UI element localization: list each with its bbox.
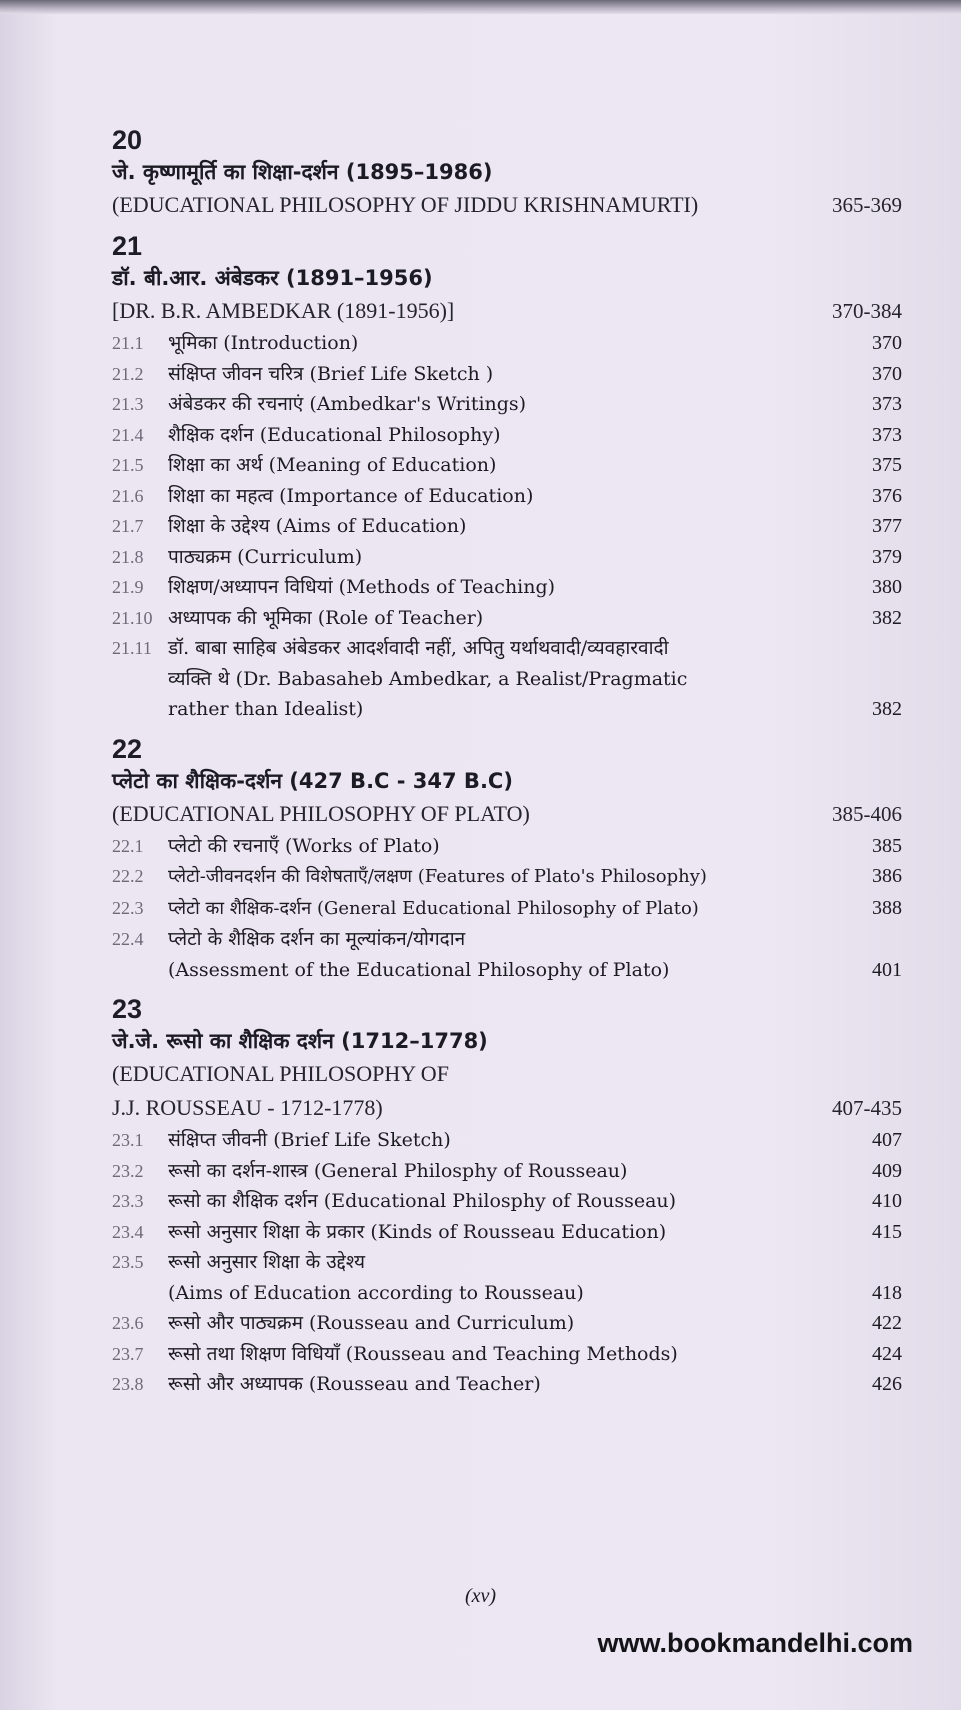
section-number: 21.1: [112, 333, 144, 353]
toc-entry: [112, 1369, 902, 1400]
chapter-number: 20: [112, 125, 143, 155]
toc-entry-continuation: [112, 955, 902, 986]
toc-entry: [112, 359, 902, 390]
chapter-english-title: (EDUCATIONAL PHILOSOPHY OF JIDDU KRISHNAMURTI): [112, 192, 699, 217]
section-page: 415: [872, 1220, 902, 1243]
section-title: रूसो तथा शिक्षण विधियाँ (Rousseau and Teaching Methods): [168, 1342, 678, 1365]
section-number: 21.2: [112, 363, 144, 384]
section-number: 23.5: [112, 1252, 144, 1272]
chapter-hindi-title: जे. कृष्णामूर्ति का शिक्षा-दर्शन (1895–1986): [112, 160, 493, 184]
section-page: 410: [872, 1190, 902, 1212]
section-number: 21.7: [112, 516, 144, 536]
chapter-english-title: (EDUCATIONAL PHILOSOPHY OF PLATO): [112, 800, 530, 826]
toc-entry: [112, 481, 902, 512]
section-title: शिक्षा का महत्व (Importance of Education): [168, 484, 534, 507]
section-title: प्लेटो के शैक्षिक दर्शन का मूल्यांकन/योगदान: [168, 928, 466, 950]
chapter-hindi-title: जे.जे. रूसो का शैक्षिक दर्शन (1712–1778): [112, 1029, 488, 1053]
section-title: प्लेटो की रचनाएँ (Works of Plato): [168, 834, 440, 857]
toc-entry: [112, 1156, 902, 1187]
section-page: 377: [872, 515, 902, 537]
section-title: रूसो का दर्शन-शास्त्र (General Philosphy of Rousseau): [168, 1159, 628, 1182]
section-number: 23.1: [112, 1130, 144, 1150]
section-page: 409: [872, 1159, 902, 1182]
section-title: अंबेडकर की रचनाएं (Ambedkar's Writings): [168, 393, 527, 415]
section-title: शिक्षा का अर्थ (Meaning of Education): [168, 454, 497, 476]
section-title: रूसो का शैक्षिक दर्शन (Educational Philosphy of Rousseau): [168, 1190, 677, 1212]
section-title: रूसो और अध्यापक (Rousseau and Teacher): [168, 1373, 541, 1395]
toc-entry: [112, 1308, 902, 1339]
toc-entry: [112, 542, 902, 573]
section-page: 388: [872, 896, 902, 919]
chapter-page-range: 365-369: [832, 193, 902, 217]
chapter-english-title-row: [112, 797, 902, 831]
section-page: 426: [872, 1373, 902, 1395]
section-page: 376: [872, 484, 902, 507]
chapter-22: [112, 733, 902, 986]
chapter-page-range: 370-384: [832, 299, 902, 323]
chapter-number: 22: [112, 733, 143, 764]
section-page: 373: [872, 423, 902, 446]
page-top-edge: [0, 0, 961, 14]
section-page: 370: [872, 362, 902, 385]
section-title: शिक्षा के उद्देश्य (Aims of Education): [168, 515, 467, 537]
section-number: 22.3: [112, 897, 144, 918]
chapter-hindi-title: प्लेटो का शैक्षिक-दर्शन (427 B.C - 347 B.C): [112, 768, 513, 793]
section-title: (Aims of Education according to Rousseau): [168, 1281, 584, 1304]
section-title: रूसो अनुसार शिक्षा के प्रकार (Kinds of Rousseau Education): [168, 1220, 667, 1243]
toc-entry: [112, 1247, 902, 1278]
toc-entry: [112, 633, 902, 664]
chapter-number: 21: [112, 231, 143, 261]
section-number: 21.5: [112, 455, 144, 475]
section-number: 23.6: [112, 1313, 144, 1333]
toc-entry: [112, 572, 902, 603]
toc-entry-continuation: [112, 664, 902, 695]
toc-entry: [112, 328, 902, 359]
section-page: 386: [872, 865, 902, 887]
toc-entry: [112, 603, 902, 634]
section-page: 370: [872, 332, 902, 354]
page-number: (xv): [464, 1585, 497, 1607]
section-number: 21.3: [112, 394, 144, 414]
section-title: शैक्षिक दर्शन (Educational Philosophy): [168, 423, 501, 446]
section-number: 23.8: [112, 1374, 144, 1394]
section-page: 422: [872, 1312, 902, 1334]
chapter-english-title: (EDUCATIONAL PHILOSOPHY OF: [112, 1061, 449, 1086]
section-title: भूमिका (Introduction): [168, 332, 359, 354]
section-number: 22.4: [112, 929, 144, 949]
toc-entry-continuation: [112, 1278, 902, 1309]
section-title: संक्षिप्त जीवन चरित्र (Brief Life Sketch ): [168, 362, 494, 385]
chapter-english-title-line2: J.J. ROUSSEAU - 1712-1778): [112, 1095, 383, 1120]
section-title: डॉ. बाबा साहिब अंबेडकर आदर्शवादी नहीं, अपितु यर्थाथवादी/व्यवहारवादी: [168, 637, 669, 659]
section-page: 382: [872, 698, 902, 720]
section-number: 22.2: [112, 866, 144, 886]
chapter-english-title-row: [112, 1091, 902, 1125]
section-number: 23.4: [112, 1221, 144, 1242]
section-title: रूसो और पाठ्यक्रम (Rousseau and Curriculum): [168, 1312, 575, 1334]
toc-entry: [112, 420, 902, 451]
section-number: 23.2: [112, 1160, 144, 1181]
toc-entry: [112, 389, 902, 420]
chapter-number: 23: [112, 994, 143, 1024]
section-number: 21.6: [112, 485, 144, 506]
section-page: 407: [872, 1129, 902, 1151]
toc-entry: [112, 924, 902, 955]
section-number: 21.11: [112, 638, 152, 658]
chapter-23: [112, 993, 902, 1400]
section-number: 21.10: [112, 607, 153, 628]
section-number: 21.4: [112, 424, 144, 445]
section-title: प्लेटो-जीवनदर्शन की विशेषताएँ/लक्षण (Features of Plato's Philosophy): [168, 866, 707, 887]
toc-entry: [112, 1125, 902, 1156]
section-page: 380: [872, 576, 902, 598]
chapter-21: [112, 230, 902, 725]
section-title: पाठ्यक्रम (Curriculum): [168, 545, 363, 568]
toc-entry: [112, 1217, 902, 1248]
chapter-page-range: 407-435: [832, 1096, 902, 1120]
toc-entry: [112, 1186, 902, 1217]
chapter-hindi-title: डॉ. बी.आर. अंबेडकर (1891–1956): [112, 266, 433, 290]
table-of-contents: [112, 118, 902, 1408]
section-number: 23.3: [112, 1191, 144, 1211]
toc-entry: [112, 861, 902, 893]
section-page: 373: [872, 393, 902, 415]
toc-entry-continuation: [112, 694, 902, 725]
toc-entry: [112, 1339, 902, 1370]
website-watermark: www.bookmandelhi.com: [597, 1628, 913, 1658]
section-number: 21.9: [112, 577, 144, 597]
section-title: रूसो अनुसार शिक्षा के उद्देश्य: [168, 1251, 365, 1273]
chapter-page-range: 385-406: [832, 801, 902, 826]
section-title: (Assessment of the Educational Philosophy of Plato): [168, 958, 670, 981]
chapter-english-title-row: [112, 294, 902, 328]
section-title: अध्यापक की भूमिका (Role of Teacher): [168, 606, 484, 629]
section-page: 424: [872, 1342, 902, 1365]
section-title: शिक्षण/अध्यापन विधियां (Methods of Teaching): [168, 576, 556, 598]
section-page: 401: [872, 958, 902, 981]
section-title: प्लेटो का शैक्षिक-दर्शन (General Educational Philosophy of Plato): [168, 897, 699, 919]
toc-entry: [112, 511, 902, 542]
section-title: व्यक्ति थे (Dr. Babasaheb Ambedkar, a Realist/Pragmatic: [168, 667, 688, 690]
section-page: 382: [872, 606, 902, 629]
section-page: 385: [872, 834, 902, 857]
toc-entry: [112, 893, 902, 925]
toc-entry: [112, 831, 902, 862]
section-number: 21.8: [112, 546, 144, 567]
section-number: 22.1: [112, 835, 144, 856]
toc-entry: [112, 450, 902, 481]
chapter-20: [112, 124, 902, 222]
chapter-english-title-row: [112, 188, 902, 222]
chapter-english-title: [DR. B.R. AMBEDKAR (1891-1956)]: [112, 298, 455, 323]
section-page: 418: [872, 1281, 902, 1304]
section-title: संक्षिप्त जीवनी (Brief Life Sketch): [168, 1129, 451, 1151]
section-number: 23.7: [112, 1343, 144, 1364]
section-page: 375: [872, 454, 902, 476]
section-title: rather than Idealist): [168, 698, 364, 720]
section-page: 379: [872, 545, 902, 568]
